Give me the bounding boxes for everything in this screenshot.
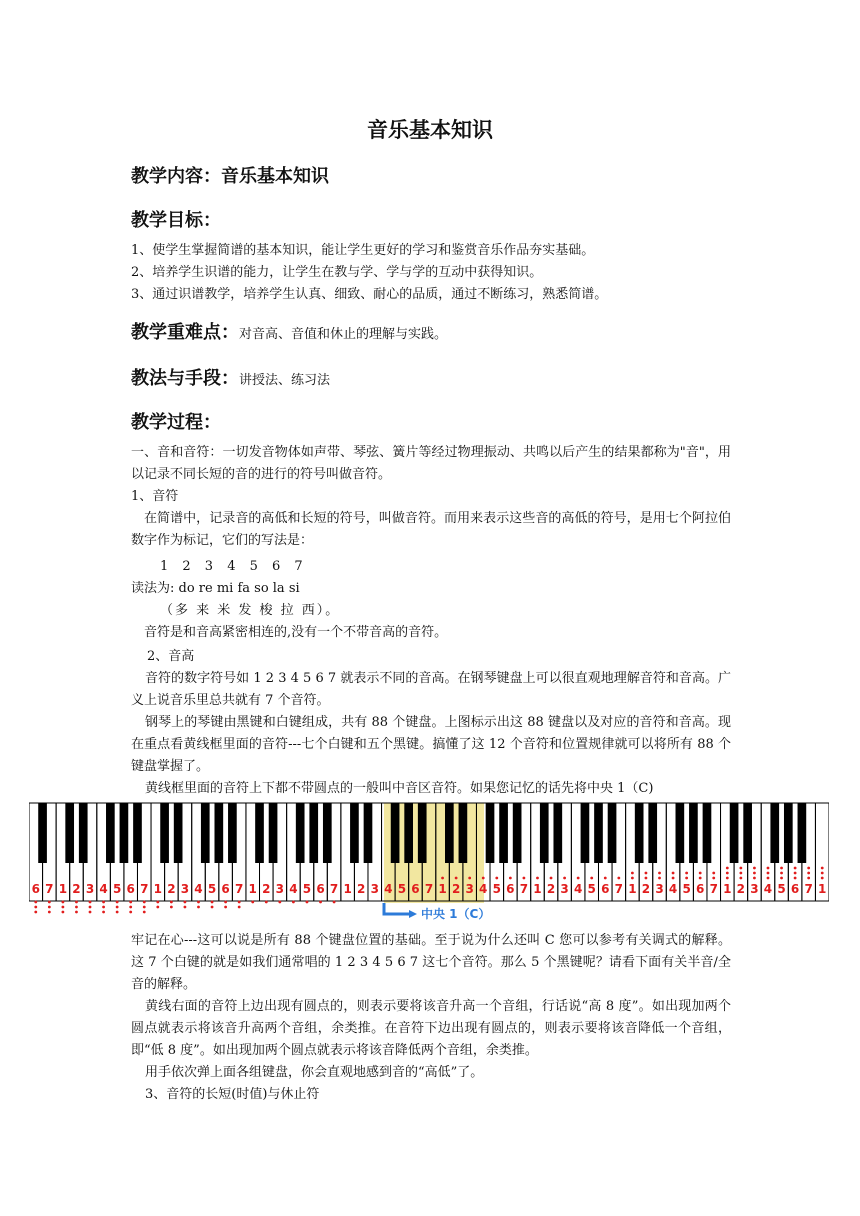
black-key <box>323 803 332 863</box>
key-note-label: 4 <box>763 882 773 896</box>
high-octave-dot <box>645 877 648 880</box>
high-octave-dot <box>739 872 742 875</box>
high-octave-dot <box>645 872 648 875</box>
black-key <box>798 803 807 863</box>
low-octave-dot <box>211 906 214 909</box>
key-note-label: 2 <box>357 882 366 896</box>
black-key <box>540 803 549 863</box>
high-octave-dot <box>712 877 715 880</box>
high-octave-dot <box>767 872 770 875</box>
black-key <box>648 803 657 863</box>
high-octave-dot <box>794 867 797 870</box>
arrow-head-icon <box>409 910 417 918</box>
key-note-label: 6 <box>506 882 515 896</box>
key-note-label: 6 <box>696 882 705 896</box>
high-octave-dot <box>685 877 688 880</box>
black-key <box>269 803 278 863</box>
high-octave-dot <box>509 877 512 880</box>
key-note-label: 3 <box>750 882 759 896</box>
black-key <box>486 803 495 863</box>
goal-item: 1、使学生掌握简谱的基本知识，能让学生更好的学习和鉴赏音乐作品夯实基础。 <box>131 243 595 258</box>
key-note-label: 6 <box>601 882 610 896</box>
black-key <box>160 803 169 863</box>
subheading: 2、音高 <box>147 649 195 664</box>
key-note-label: 2 <box>72 882 81 896</box>
high-octave-dot <box>780 867 783 870</box>
low-octave-dot <box>34 906 37 909</box>
black-key <box>364 803 373 863</box>
low-octave-dot <box>116 906 119 909</box>
paragraph: 一、音和音符：一切发音物体如声带、琴弦、簧片等经过物理振动、共鸣以后产生的结果都称为"音"，用以记录不同长短的音的进行的符号叫做音符。 <box>131 445 731 482</box>
key-note-label: 1 <box>628 882 637 896</box>
goal-item: 2、培养学生识谱的能力，让学生在教与学、学与学的互动中获得知识。 <box>131 265 543 280</box>
high-octave-dot <box>699 877 702 880</box>
key-note-label: 6 <box>411 882 420 896</box>
high-octave-dot <box>739 867 742 870</box>
reading-chinese: （多 来 米 发 梭 拉 西）。 <box>160 603 341 618</box>
low-octave-dot <box>75 906 78 909</box>
paragraph: 在简谱中，记录音的高低和长短的符号，叫做音符。而用来表示这些音的高低的符号，是用七个阿拉伯数字作为标记，它们的写法是： <box>131 511 731 548</box>
high-octave-dot <box>563 877 566 880</box>
key-note-label: 1 <box>723 882 732 896</box>
key-note-label: 4 <box>384 882 393 896</box>
key-note-label: 4 <box>99 882 108 896</box>
key-note-label: 2 <box>736 882 746 896</box>
key-note-label: 5 <box>492 882 501 896</box>
black-key <box>120 803 129 863</box>
low-octave-dot <box>251 901 254 904</box>
key-note-label: 2 <box>641 882 651 896</box>
high-octave-dot <box>658 877 661 880</box>
high-octave-dot <box>441 877 444 880</box>
black-key <box>174 803 183 863</box>
key-note-label: 1 <box>438 882 447 896</box>
key-note-label: 7 <box>140 882 149 896</box>
low-octave-dot <box>306 901 309 904</box>
difficulty-label: 教学重难点： <box>131 322 239 343</box>
key-note-label: 6 <box>221 882 230 896</box>
key-note-label: 7 <box>709 882 718 896</box>
key-note-label: 5 <box>112 882 122 896</box>
low-octave-dot <box>143 911 146 914</box>
black-key <box>214 803 223 863</box>
key-note-label: 2 <box>167 882 176 896</box>
low-octave-dot <box>102 911 105 914</box>
process-heading: 教学过程： <box>131 412 221 433</box>
key-note-label: 3 <box>275 882 285 896</box>
low-octave-dot <box>197 901 200 904</box>
high-octave-dot <box>631 872 634 875</box>
key-note-label: 4 <box>289 882 298 896</box>
low-octave-dot <box>184 901 187 904</box>
low-octave-dot <box>238 901 241 904</box>
black-key <box>581 803 590 863</box>
high-octave-dot <box>685 872 688 875</box>
goals-heading: 教学目标： <box>131 210 221 231</box>
low-octave-dot <box>75 911 78 914</box>
black-key <box>608 803 617 863</box>
black-key <box>38 803 47 863</box>
low-octave-dot <box>102 901 105 904</box>
low-octave-dot <box>143 906 146 909</box>
high-octave-dot <box>495 877 498 880</box>
key-note-label: 7 <box>45 882 54 896</box>
key-note-label: 6 <box>126 882 135 896</box>
low-octave-dot <box>319 901 322 904</box>
high-octave-dot <box>753 867 756 870</box>
key-note-label: 5 <box>302 882 312 896</box>
middle-c-marker <box>384 903 490 921</box>
low-octave-dot <box>48 911 51 914</box>
paragraph: 黄线框里面的音符上下都不带圆点的一般叫中音区音符。如果您记忆的话先将中央 1（C) <box>145 781 654 796</box>
low-octave-dot <box>89 906 92 909</box>
high-octave-dot <box>672 872 675 875</box>
low-octave-dot <box>143 901 146 904</box>
low-octave-dot <box>89 911 92 914</box>
paragraph: 黄线右面的音符上边出现有圆点的，则表示要将该音升高一个音组，行话说“高 8 度”。如出现加两个圆点就表示将该音升高两个音组，余类推。在音符下边出现有圆点的，则表示要将该音降低一个音组，即“低 8 度”。如出现加两个圆点就表示将该音降低两个音组，余类推。 <box>131 999 731 1058</box>
black-key <box>228 803 237 863</box>
key-note-label: 5 <box>682 882 691 896</box>
paragraph: 音符的数字符号如 1 2 3 4 5 6 7 就表示不同的音高。在钢琴键盘上可以很直观地理解音符和音高。广义上说音乐里总共就有 7 个音符。 <box>131 671 731 708</box>
high-octave-dot <box>807 872 810 875</box>
high-octave-dot <box>726 867 729 870</box>
middle-c-arrow-icon <box>384 903 409 914</box>
methods-label: 教法与手段： <box>131 368 239 389</box>
low-octave-dot <box>61 901 64 904</box>
high-octave-dot <box>753 877 756 880</box>
low-octave-dot <box>156 901 159 904</box>
black-key <box>459 803 468 863</box>
black-key <box>594 803 603 863</box>
high-octave-dot <box>712 872 715 875</box>
low-octave-dot <box>129 911 132 914</box>
black-key <box>391 803 400 863</box>
black-key <box>445 803 454 863</box>
low-octave-dot <box>48 906 51 909</box>
key-note-label: 7 <box>424 882 434 896</box>
low-octave-dot <box>75 901 78 904</box>
high-octave-dot <box>604 877 607 880</box>
high-octave-dot <box>807 877 810 880</box>
key-note-label: 1 <box>343 882 352 896</box>
high-octave-dot <box>780 877 783 880</box>
key-note-label: 7 <box>519 882 529 896</box>
low-octave-dot <box>61 911 64 914</box>
key-note-label: 4 <box>573 882 583 896</box>
paragraph: 牢记在心---这可以说是所有 88 个键盘位置的基础。至于说为什么还叫 C 您可以参考有关调式的解释。这 7 个白键的就是如我们通常唱的 1 2 3 4 5 6 7 这七个音符。那么 5 个黑键呢？请看下面有关半音/全音的解释。 <box>131 933 731 992</box>
difficulty-heading <box>131 318 447 344</box>
black-key <box>255 803 264 863</box>
low-octave-dot <box>224 906 227 909</box>
high-octave-dot <box>468 877 471 880</box>
low-octave-dot <box>211 901 214 904</box>
high-octave-dot <box>807 867 810 870</box>
key-note-label: 5 <box>587 882 596 896</box>
black-key <box>65 803 74 863</box>
page-title: 音乐基本知识 <box>367 118 493 142</box>
low-octave-dot <box>292 901 295 904</box>
low-octave-dot <box>116 901 119 904</box>
black-key <box>404 803 413 863</box>
high-octave-dot <box>821 877 824 880</box>
high-octave-dot <box>821 872 824 875</box>
high-octave-dot <box>794 877 797 880</box>
key-note-label: 4 <box>479 882 488 896</box>
black-key <box>499 803 508 863</box>
black-key <box>703 803 712 863</box>
high-octave-dot <box>753 872 756 875</box>
key-note-label: 7 <box>329 882 339 896</box>
key-note-label: 3 <box>465 882 474 896</box>
high-octave-dot <box>577 877 580 880</box>
high-octave-dot <box>780 872 783 875</box>
high-octave-dot <box>739 877 742 880</box>
low-octave-dot <box>102 906 105 909</box>
low-octave-dot <box>238 906 241 909</box>
content-heading: 教学内容：音乐基本知识 <box>131 166 329 187</box>
black-key <box>133 803 142 863</box>
key-note-label: 2 <box>546 882 556 896</box>
black-key <box>106 803 115 863</box>
low-octave-dot <box>333 901 336 904</box>
key-note-label: 6 <box>31 882 40 896</box>
reading-line: 读法为: do re mi fa so la si <box>131 581 300 596</box>
paragraph: 用手依次弹上面各组键盘，你会直观地感到音的“高低”了。 <box>145 1065 484 1080</box>
high-octave-dot <box>658 872 661 875</box>
black-key <box>784 803 793 863</box>
key-note-label: 1 <box>248 882 257 896</box>
difficulty-text: 对音高、音值和休止的理解与实践。 <box>239 327 448 342</box>
key-note-label: 3 <box>370 882 379 896</box>
high-octave-dot <box>767 877 770 880</box>
low-octave-dot <box>197 906 200 909</box>
key-note-label: 5 <box>397 882 407 896</box>
high-octave-dot <box>617 877 620 880</box>
paragraph: 钢琴上的琴键由黑键和白键组成，共有 88 个键盘。上图标示出这 88 键盘以及对应的音符和音高。现在重点看黄线框里面的音符---七个白键和五个黑键。搞懂了这 12 个音符和位置规律就可以将所有 88 个键盘掌握了。 <box>131 715 731 774</box>
high-octave-dot <box>794 872 797 875</box>
key-note-label: 1 <box>58 882 68 896</box>
key-note-label: 3 <box>180 882 190 896</box>
subheading: 3、音符的长短(时值)与休止符 <box>145 1087 320 1102</box>
black-key <box>201 803 210 863</box>
high-octave-dot <box>726 872 729 875</box>
low-octave-dot <box>170 901 173 904</box>
key-note-label: 5 <box>207 882 217 896</box>
low-octave-dot <box>34 911 37 914</box>
black-key <box>350 803 359 863</box>
low-octave-dot <box>170 906 173 909</box>
key-note-label: 1 <box>153 882 162 896</box>
black-key <box>676 803 685 863</box>
high-octave-dot <box>590 877 593 880</box>
black-key <box>513 803 522 863</box>
low-octave-dot <box>116 911 119 914</box>
key-note-label: 2 <box>451 882 461 896</box>
subheading: 1、音符 <box>131 489 179 504</box>
low-octave-dot <box>265 901 268 904</box>
low-octave-dot <box>48 901 51 904</box>
black-key <box>309 803 318 863</box>
middle-c-label: 中央 1（C） <box>421 907 491 921</box>
high-octave-dot <box>482 877 485 880</box>
black-key <box>743 803 752 863</box>
low-octave-dot <box>129 901 132 904</box>
low-octave-dot <box>34 901 37 904</box>
black-key <box>770 803 779 863</box>
black-key <box>296 803 305 863</box>
key-note-label: 1 <box>818 882 827 896</box>
high-octave-dot <box>550 877 553 880</box>
piano-keyboard-diagram <box>29 800 829 925</box>
low-octave-dot <box>184 906 187 909</box>
high-octave-dot <box>523 877 526 880</box>
key-note-label: 4 <box>194 882 203 896</box>
key-note-label: 4 <box>668 882 678 896</box>
black-key <box>553 803 562 863</box>
low-octave-dot <box>129 906 132 909</box>
low-octave-dot <box>89 901 92 904</box>
key-note-label: 3 <box>560 882 569 896</box>
high-octave-dot <box>699 872 702 875</box>
low-octave-dot <box>224 901 227 904</box>
key-note-label: 5 <box>777 882 786 896</box>
black-key <box>689 803 698 863</box>
black-key <box>635 803 644 863</box>
key-note-label: 6 <box>316 882 325 896</box>
high-octave-dot <box>767 867 770 870</box>
black-key <box>79 803 88 863</box>
black-key <box>730 803 739 863</box>
high-octave-dot <box>726 877 729 880</box>
key-note-label: 3 <box>85 882 95 896</box>
methods-heading <box>131 364 330 390</box>
methods-text: 讲授法、练习法 <box>239 373 331 388</box>
key-note-label: 7 <box>614 882 624 896</box>
high-octave-dot <box>821 867 824 870</box>
key-note-label: 7 <box>804 882 813 896</box>
black-key <box>418 803 427 863</box>
high-octave-dot <box>672 877 675 880</box>
key-note-label: 6 <box>790 882 800 896</box>
low-octave-dot <box>61 906 64 909</box>
low-octave-dot <box>156 906 159 909</box>
paragraph: 音符是和音高紧密相连的,没有一个不带音高的音符。 <box>144 625 448 640</box>
high-octave-dot <box>536 877 539 880</box>
key-note-label: 1 <box>533 882 542 896</box>
high-octave-dot <box>455 877 458 880</box>
high-octave-dot <box>631 877 634 880</box>
note-numbers: 1 2 3 4 5 6 7 <box>160 559 303 574</box>
key-note-label: 7 <box>234 882 244 896</box>
low-octave-dot <box>278 901 281 904</box>
goal-item: 3、通过识谱教学，培养学生认真、细致、耐心的品质，通过不断练习，熟悉简谱。 <box>131 287 608 302</box>
key-note-label: 2 <box>262 882 271 896</box>
key-note-label: 3 <box>655 882 664 896</box>
